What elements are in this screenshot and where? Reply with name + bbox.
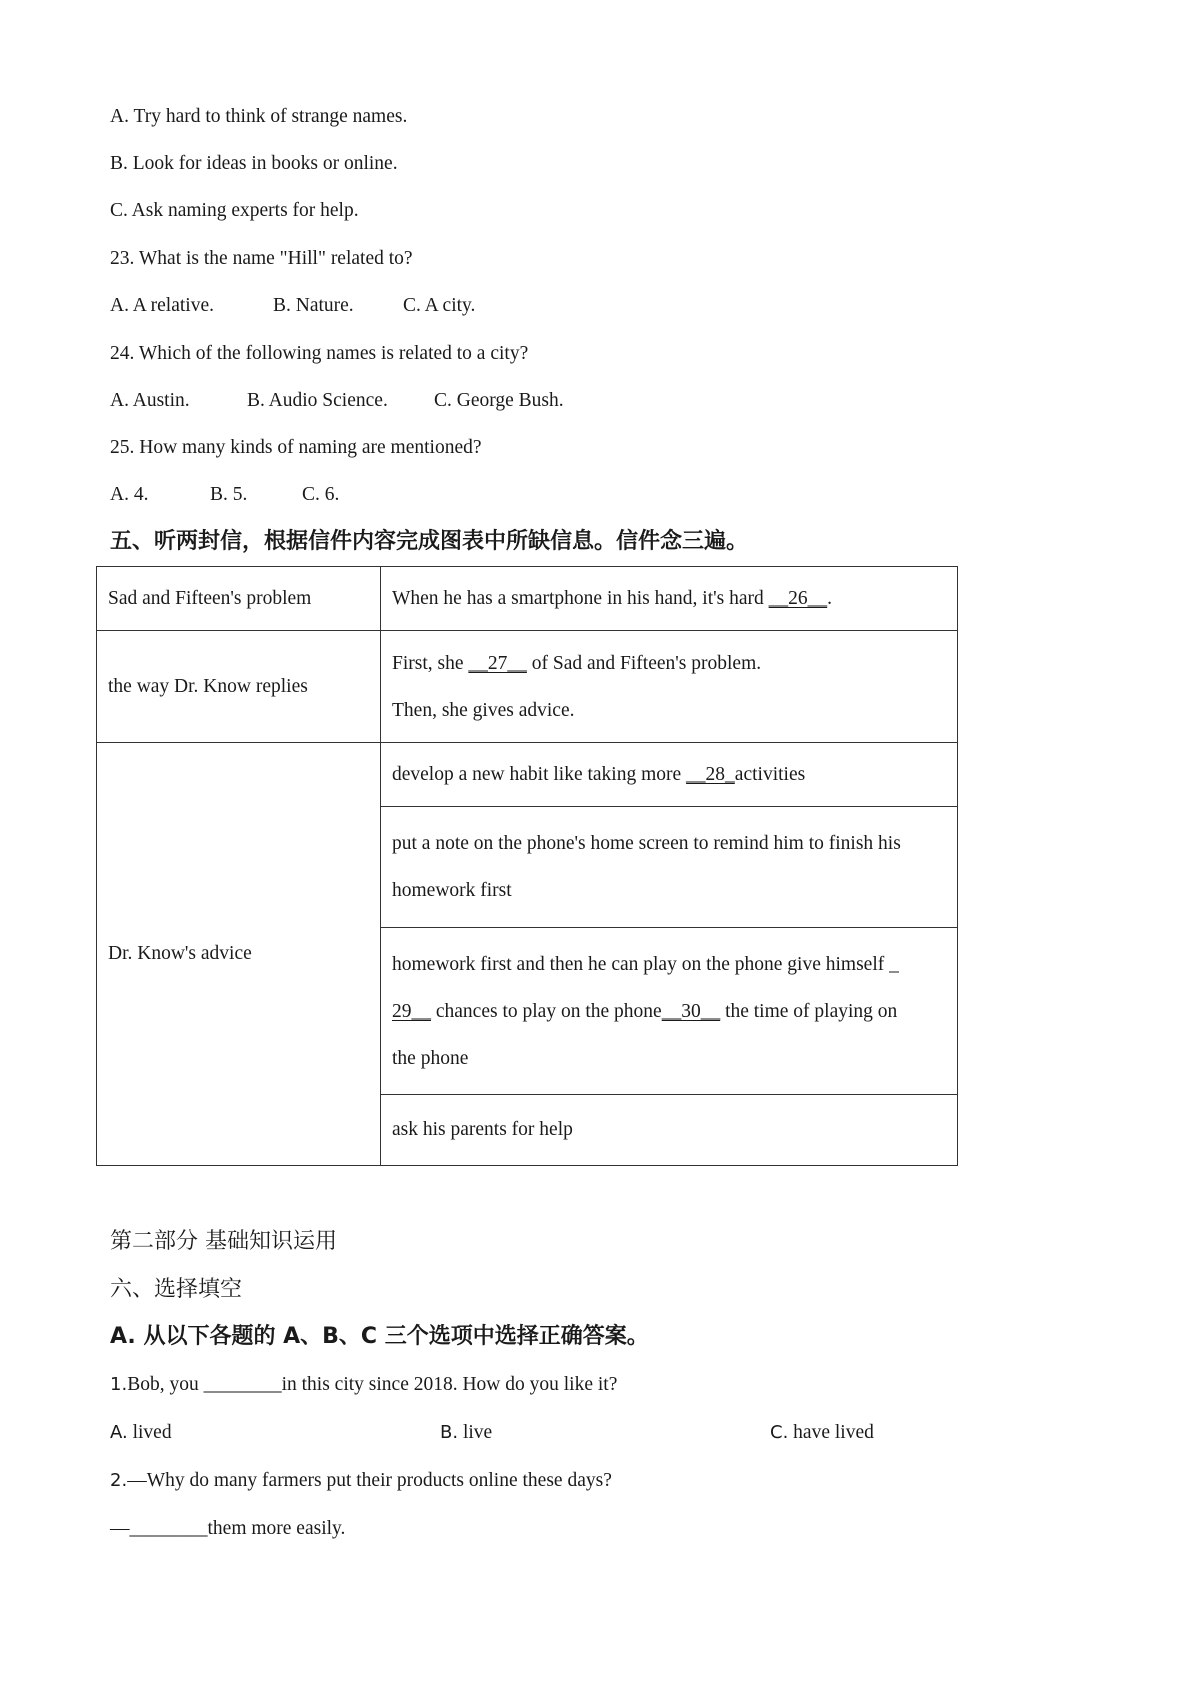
advice1-text-b: activities (734, 763, 806, 785)
q1-option-a (110, 1421, 172, 1445)
advice-cell-2 (381, 807, 958, 928)
blank-30: __30__ (661, 1000, 721, 1022)
advice3-line-2 (392, 988, 957, 1035)
q22-option-c: C. Ask naming experts for help. (110, 200, 359, 221)
section5-title: 五、听两封信，根据信件内容完成图表中所缺信息。信件念三遍。 (110, 529, 749, 554)
q2-stem (110, 1469, 612, 1493)
q23-option-b: B. Nature. (273, 295, 354, 316)
advice-cell-3 (381, 928, 958, 1095)
row-label-problem: Sad and Fifteen's problem (97, 567, 381, 631)
q2-number: 2. (110, 1470, 128, 1491)
q25-option-c: C. 6. (302, 484, 340, 505)
table-row (97, 743, 958, 807)
q1-option-b (440, 1421, 492, 1445)
problem-text: When he has a smartphone in his hand, it's hard (392, 587, 769, 609)
advice3-line-1: homework first and then he can play on the phone give himself _ (392, 953, 899, 975)
reply-line-2: Then, she gives advice. (392, 699, 575, 721)
table-row (97, 567, 958, 631)
reply-text-a: First, she (392, 652, 469, 674)
advice3-line-3: the phone (392, 1047, 469, 1069)
q22-option-a: A. Try hard to think of strange names. (110, 106, 408, 127)
q23-option-c: C. A city. (403, 295, 476, 316)
q2-stem-text: —Why do many farmers put their products online these days? (127, 1470, 612, 1491)
table-row (97, 631, 958, 743)
q1-option-c-text: have lived (788, 1422, 874, 1443)
q1-option-a-letter: A. (110, 1422, 128, 1443)
q1-stem (110, 1373, 617, 1397)
problem-cell (381, 567, 958, 631)
part2-title: 第二部分 基础知识运用 (110, 1229, 337, 1254)
reply-text-b: of Sad and Fifteen's problem. (526, 652, 762, 674)
q1-option-b-letter: B. (440, 1422, 459, 1443)
advice3-text-end: the time of playing on (720, 1000, 898, 1022)
advice-cell-4: ask his parents for help (381, 1095, 958, 1166)
blank-27: __27__ (468, 652, 527, 674)
info-table (96, 566, 958, 1166)
q1-stem-text: Bob, you ________in this city since 2018. How do you like it? (127, 1374, 618, 1395)
q25-option-b: B. 5. (210, 484, 248, 505)
blank-26: __26__ (768, 587, 828, 609)
q1-option-c-letter: C. (770, 1422, 789, 1443)
blank-29: 29__ (392, 1000, 431, 1022)
q1-number: 1. (110, 1374, 128, 1395)
advice3-text-mid: chances to play on the phone (431, 1000, 662, 1022)
reply-cell (381, 631, 958, 743)
q1-option-a-text: lived (127, 1422, 172, 1443)
sectionA-title: A. 从以下各题的 A、B、C 三个选项中选择正确答案。 (110, 1324, 649, 1349)
q24-option-c: C. George Bush. (434, 390, 564, 411)
q24-option-b: B. Audio Science. (247, 390, 388, 411)
q2-answer-line: —________them more easily. (110, 1518, 346, 1539)
q24-option-a: A. Austin. (110, 390, 190, 411)
row-label-advice: Dr. Know's advice (97, 743, 381, 1166)
reply-line-1 (392, 640, 957, 687)
advice2-line-1: put a note on the phone's home screen to remind him to finish his (392, 833, 901, 854)
problem-period: . (827, 587, 833, 609)
row-label-reply: the way Dr. Know replies (97, 631, 381, 743)
q1-option-c (770, 1421, 874, 1445)
advice2-line-2: homework first (392, 880, 512, 901)
section6-title: 六、选择填空 (110, 1277, 243, 1302)
advice1-text-a: develop a new habit like taking more (392, 763, 687, 785)
advice-cell-1 (381, 743, 958, 807)
q23-stem: 23. What is the name "Hill" related to? (110, 248, 413, 269)
q1-option-b-text: live (458, 1422, 493, 1443)
q25-stem: 25. How many kinds of naming are mentioned? (110, 437, 482, 458)
q22-option-b: B. Look for ideas in books or online. (110, 153, 398, 174)
q23-option-a: A. A relative. (110, 295, 214, 316)
blank-28: __28_ (686, 763, 735, 785)
q24-stem: 24. Which of the following names is related to a city? (110, 343, 529, 364)
q25-option-a: A. 4. (110, 484, 149, 505)
